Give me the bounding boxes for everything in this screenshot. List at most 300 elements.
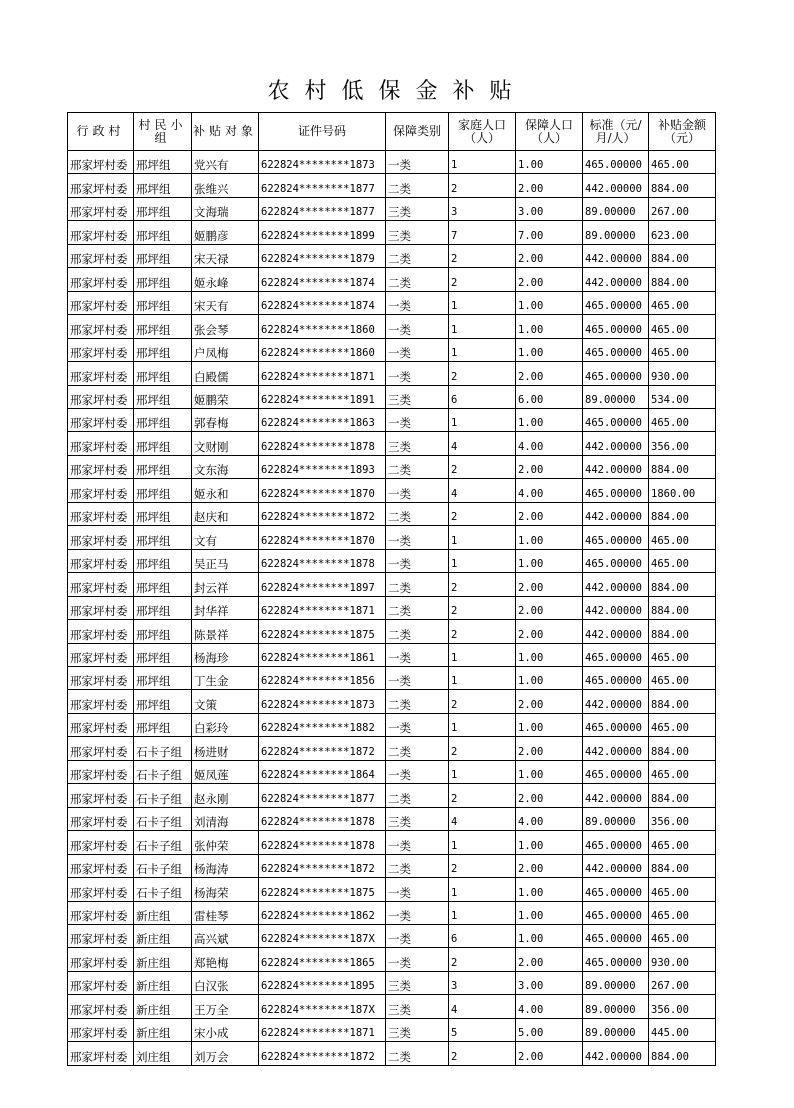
table-row bbox=[68, 854, 716, 877]
cell-recipient: 王万全 bbox=[192, 995, 259, 1018]
cell-amount: 884.00 bbox=[649, 690, 716, 713]
table-row bbox=[68, 901, 716, 924]
cell-standard: 465.00000 bbox=[583, 924, 649, 947]
cell-recipient: 赵永刚 bbox=[192, 784, 259, 807]
cell-category: 三类 bbox=[386, 971, 449, 994]
cell-covered-size: 7.00 bbox=[516, 221, 583, 244]
cell-id-number: 622824********1874 bbox=[259, 268, 386, 291]
cell-category: 一类 bbox=[386, 151, 449, 174]
cell-village: 邢家坪村委 bbox=[68, 268, 134, 291]
cell-amount: 465.00 bbox=[649, 760, 716, 783]
cell-village: 邢家坪村委 bbox=[68, 643, 134, 666]
cell-id-number: 622824********1870 bbox=[259, 526, 386, 549]
cell-family-size: 2 bbox=[449, 690, 516, 713]
table-row bbox=[68, 831, 716, 854]
cell-standard: 465.00000 bbox=[583, 760, 649, 783]
cell-village: 邢家坪村委 bbox=[68, 901, 134, 924]
cell-standard: 442.00000 bbox=[583, 573, 649, 596]
cell-id-number: 622824********1863 bbox=[259, 408, 386, 431]
cell-recipient: 陈景祥 bbox=[192, 620, 259, 643]
table-row bbox=[68, 408, 716, 431]
cell-covered-size: 6.00 bbox=[516, 385, 583, 408]
cell-covered-size: 2.00 bbox=[516, 268, 583, 291]
cell-id-number: 622824********1882 bbox=[259, 713, 386, 736]
cell-standard: 442.00000 bbox=[583, 455, 649, 478]
cell-category: 一类 bbox=[386, 526, 449, 549]
cell-category: 一类 bbox=[386, 643, 449, 666]
cell-family-size: 6 bbox=[449, 924, 516, 947]
cell-standard: 442.00000 bbox=[583, 174, 649, 197]
cell-recipient: 姬永和 bbox=[192, 479, 259, 502]
subsidy-table bbox=[67, 112, 716, 1066]
cell-amount: 465.00 bbox=[649, 151, 716, 174]
cell-standard: 89.00000 bbox=[583, 807, 649, 830]
cell-standard: 465.00000 bbox=[583, 362, 649, 385]
cell-amount: 465.00 bbox=[649, 713, 716, 736]
cell-village: 邢家坪村委 bbox=[68, 924, 134, 947]
cell-group: 邢坪组 bbox=[134, 315, 192, 338]
cell-recipient: 姬鹏荣 bbox=[192, 385, 259, 408]
cell-category: 二类 bbox=[386, 244, 449, 267]
cell-amount: 267.00 bbox=[649, 971, 716, 994]
cell-id-number: 622824********1875 bbox=[259, 878, 386, 901]
cell-village: 邢家坪村委 bbox=[68, 197, 134, 220]
cell-group: 邢坪组 bbox=[134, 408, 192, 431]
cell-group: 邢坪组 bbox=[134, 455, 192, 478]
cell-standard: 89.00000 bbox=[583, 1018, 649, 1041]
cell-covered-size: 1.00 bbox=[516, 408, 583, 431]
cell-covered-size: 2.00 bbox=[516, 1042, 583, 1065]
cell-covered-size: 3.00 bbox=[516, 197, 583, 220]
table-row bbox=[68, 784, 716, 807]
cell-category: 一类 bbox=[386, 878, 449, 901]
cell-standard: 442.00000 bbox=[583, 690, 649, 713]
cell-standard: 465.00000 bbox=[583, 315, 649, 338]
cell-covered-size: 1.00 bbox=[516, 643, 583, 666]
cell-recipient: 党兴有 bbox=[192, 151, 259, 174]
cell-covered-size: 1.00 bbox=[516, 666, 583, 689]
cell-standard: 442.00000 bbox=[583, 596, 649, 619]
table-row bbox=[68, 479, 716, 502]
cell-family-size: 1 bbox=[449, 291, 516, 314]
cell-category: 二类 bbox=[386, 596, 449, 619]
header-row bbox=[68, 113, 716, 151]
cell-covered-size: 2.00 bbox=[516, 502, 583, 525]
cell-category: 三类 bbox=[386, 221, 449, 244]
cell-family-size: 2 bbox=[449, 784, 516, 807]
cell-amount: 356.00 bbox=[649, 995, 716, 1018]
cell-covered-size: 1.00 bbox=[516, 831, 583, 854]
cell-amount: 465.00 bbox=[649, 408, 716, 431]
cell-recipient: 张会琴 bbox=[192, 315, 259, 338]
table-row bbox=[68, 197, 716, 220]
cell-amount: 930.00 bbox=[649, 948, 716, 971]
cell-village: 邢家坪村委 bbox=[68, 549, 134, 572]
cell-recipient: 文财刚 bbox=[192, 432, 259, 455]
cell-category: 二类 bbox=[386, 1042, 449, 1065]
cell-amount: 623.00 bbox=[649, 221, 716, 244]
cell-recipient: 白汉张 bbox=[192, 971, 259, 994]
table-row bbox=[68, 174, 716, 197]
cell-recipient: 杨海荣 bbox=[192, 878, 259, 901]
cell-group: 邢坪组 bbox=[134, 573, 192, 596]
cell-standard: 465.00000 bbox=[583, 878, 649, 901]
cell-amount: 465.00 bbox=[649, 291, 716, 314]
cell-amount: 884.00 bbox=[649, 455, 716, 478]
cell-family-size: 3 bbox=[449, 971, 516, 994]
cell-category: 一类 bbox=[386, 315, 449, 338]
cell-id-number: 622824********1856 bbox=[259, 666, 386, 689]
cell-family-size: 2 bbox=[449, 362, 516, 385]
cell-recipient: 宋天有 bbox=[192, 291, 259, 314]
cell-group: 新庄组 bbox=[134, 971, 192, 994]
cell-covered-size: 4.00 bbox=[516, 995, 583, 1018]
cell-family-size: 2 bbox=[449, 1042, 516, 1065]
cell-category: 二类 bbox=[386, 502, 449, 525]
cell-family-size: 5 bbox=[449, 1018, 516, 1041]
table-row bbox=[68, 596, 716, 619]
cell-family-size: 2 bbox=[449, 948, 516, 971]
cell-family-size: 2 bbox=[449, 455, 516, 478]
cell-recipient: 文东海 bbox=[192, 455, 259, 478]
cell-recipient: 杨海珍 bbox=[192, 643, 259, 666]
cell-group: 邢坪组 bbox=[134, 268, 192, 291]
cell-village: 邢家坪村委 bbox=[68, 831, 134, 854]
cell-covered-size: 4.00 bbox=[516, 432, 583, 455]
cell-id-number: 622824********1895 bbox=[259, 971, 386, 994]
cell-standard: 465.00000 bbox=[583, 948, 649, 971]
cell-amount: 465.00 bbox=[649, 924, 716, 947]
cell-id-number: 622824********1877 bbox=[259, 197, 386, 220]
cell-category: 一类 bbox=[386, 831, 449, 854]
cell-village: 邢家坪村委 bbox=[68, 502, 134, 525]
cell-standard: 89.00000 bbox=[583, 221, 649, 244]
cell-amount: 884.00 bbox=[649, 620, 716, 643]
cell-amount: 356.00 bbox=[649, 432, 716, 455]
table-row bbox=[68, 268, 716, 291]
cell-id-number: 622824********1860 bbox=[259, 315, 386, 338]
cell-standard: 89.00000 bbox=[583, 197, 649, 220]
cell-covered-size: 5.00 bbox=[516, 1018, 583, 1041]
cell-covered-size: 2.00 bbox=[516, 455, 583, 478]
cell-category: 一类 bbox=[386, 666, 449, 689]
cell-standard: 465.00000 bbox=[583, 901, 649, 924]
cell-amount: 884.00 bbox=[649, 854, 716, 877]
table-row bbox=[68, 760, 716, 783]
table-row bbox=[68, 244, 716, 267]
cell-village: 邢家坪村委 bbox=[68, 455, 134, 478]
cell-family-size: 1 bbox=[449, 549, 516, 572]
cell-id-number: 622824********187X bbox=[259, 924, 386, 947]
header-group: 村民小组 bbox=[134, 113, 192, 151]
table-row bbox=[68, 291, 716, 314]
cell-standard: 465.00000 bbox=[583, 291, 649, 314]
cell-standard: 465.00000 bbox=[583, 479, 649, 502]
cell-id-number: 622824********1871 bbox=[259, 362, 386, 385]
cell-standard: 465.00000 bbox=[583, 408, 649, 431]
table-row bbox=[68, 713, 716, 736]
cell-recipient: 郑艳梅 bbox=[192, 948, 259, 971]
cell-category: 三类 bbox=[386, 385, 449, 408]
cell-village: 邢家坪村委 bbox=[68, 385, 134, 408]
cell-covered-size: 2.00 bbox=[516, 784, 583, 807]
cell-id-number: 622824********1879 bbox=[259, 244, 386, 267]
cell-amount: 465.00 bbox=[649, 526, 716, 549]
cell-recipient: 张维兴 bbox=[192, 174, 259, 197]
cell-id-number: 622824********1865 bbox=[259, 948, 386, 971]
header-id-number: 证件号码 bbox=[259, 113, 386, 151]
cell-group: 邢坪组 bbox=[134, 526, 192, 549]
cell-family-size: 6 bbox=[449, 385, 516, 408]
cell-recipient: 杨进财 bbox=[192, 737, 259, 760]
cell-category: 一类 bbox=[386, 408, 449, 431]
cell-family-size: 4 bbox=[449, 995, 516, 1018]
cell-group: 石卡子组 bbox=[134, 854, 192, 877]
cell-id-number: 622824********1875 bbox=[259, 620, 386, 643]
cell-category: 三类 bbox=[386, 197, 449, 220]
cell-group: 邢坪组 bbox=[134, 362, 192, 385]
cell-village: 邢家坪村委 bbox=[68, 338, 134, 361]
cell-id-number: 622824********187X bbox=[259, 995, 386, 1018]
table-row bbox=[68, 924, 716, 947]
cell-recipient: 丁生金 bbox=[192, 666, 259, 689]
cell-category: 二类 bbox=[386, 620, 449, 643]
header-category: 保障类别 bbox=[386, 113, 449, 151]
cell-village: 邢家坪村委 bbox=[68, 526, 134, 549]
cell-id-number: 622824********1871 bbox=[259, 596, 386, 619]
cell-amount: 465.00 bbox=[649, 666, 716, 689]
cell-category: 一类 bbox=[386, 362, 449, 385]
cell-group: 邢坪组 bbox=[134, 432, 192, 455]
cell-village: 邢家坪村委 bbox=[68, 221, 134, 244]
cell-covered-size: 1.00 bbox=[516, 760, 583, 783]
cell-id-number: 622824********1873 bbox=[259, 151, 386, 174]
cell-family-size: 1 bbox=[449, 878, 516, 901]
cell-id-number: 622824********1899 bbox=[259, 221, 386, 244]
cell-standard: 465.00000 bbox=[583, 338, 649, 361]
cell-category: 三类 bbox=[386, 995, 449, 1018]
cell-village: 邢家坪村委 bbox=[68, 1042, 134, 1065]
cell-category: 一类 bbox=[386, 948, 449, 971]
table-row bbox=[68, 526, 716, 549]
cell-amount: 884.00 bbox=[649, 174, 716, 197]
cell-group: 邢坪组 bbox=[134, 549, 192, 572]
cell-covered-size: 2.00 bbox=[516, 737, 583, 760]
cell-standard: 465.00000 bbox=[583, 666, 649, 689]
cell-category: 一类 bbox=[386, 291, 449, 314]
cell-group: 邢坪组 bbox=[134, 690, 192, 713]
cell-village: 邢家坪村委 bbox=[68, 713, 134, 736]
cell-standard: 89.00000 bbox=[583, 995, 649, 1018]
cell-id-number: 622824********1891 bbox=[259, 385, 386, 408]
cell-recipient: 文海瑞 bbox=[192, 197, 259, 220]
cell-id-number: 622824********1861 bbox=[259, 643, 386, 666]
cell-recipient: 刘清海 bbox=[192, 807, 259, 830]
cell-covered-size: 1.00 bbox=[516, 878, 583, 901]
cell-covered-size: 2.00 bbox=[516, 174, 583, 197]
cell-amount: 465.00 bbox=[649, 549, 716, 572]
cell-covered-size: 2.00 bbox=[516, 690, 583, 713]
cell-standard: 89.00000 bbox=[583, 385, 649, 408]
cell-covered-size: 4.00 bbox=[516, 807, 583, 830]
cell-standard: 465.00000 bbox=[583, 831, 649, 854]
cell-covered-size: 2.00 bbox=[516, 948, 583, 971]
cell-covered-size: 2.00 bbox=[516, 854, 583, 877]
cell-recipient: 姬永峰 bbox=[192, 268, 259, 291]
table-row bbox=[68, 737, 716, 760]
table-row bbox=[68, 455, 716, 478]
cell-covered-size: 2.00 bbox=[516, 620, 583, 643]
cell-amount: 465.00 bbox=[649, 338, 716, 361]
cell-standard: 442.00000 bbox=[583, 854, 649, 877]
cell-amount: 465.00 bbox=[649, 878, 716, 901]
cell-id-number: 622824********1870 bbox=[259, 479, 386, 502]
cell-village: 邢家坪村委 bbox=[68, 784, 134, 807]
cell-covered-size: 1.00 bbox=[516, 315, 583, 338]
cell-recipient: 赵庆和 bbox=[192, 502, 259, 525]
table-row bbox=[68, 995, 716, 1018]
cell-standard: 89.00000 bbox=[583, 971, 649, 994]
cell-id-number: 622824********1872 bbox=[259, 1042, 386, 1065]
cell-category: 二类 bbox=[386, 737, 449, 760]
cell-family-size: 1 bbox=[449, 666, 516, 689]
cell-village: 邢家坪村委 bbox=[68, 244, 134, 267]
cell-family-size: 1 bbox=[449, 831, 516, 854]
cell-group: 邢坪组 bbox=[134, 713, 192, 736]
table-row bbox=[68, 620, 716, 643]
header-recipient: 补贴对象 bbox=[192, 113, 259, 151]
cell-recipient: 白殿儒 bbox=[192, 362, 259, 385]
cell-category: 二类 bbox=[386, 690, 449, 713]
cell-family-size: 2 bbox=[449, 174, 516, 197]
cell-id-number: 622824********1878 bbox=[259, 831, 386, 854]
cell-category: 一类 bbox=[386, 760, 449, 783]
table-row bbox=[68, 549, 716, 572]
cell-village: 邢家坪村委 bbox=[68, 315, 134, 338]
table-row bbox=[68, 221, 716, 244]
table-row bbox=[68, 878, 716, 901]
table-row bbox=[68, 432, 716, 455]
cell-village: 邢家坪村委 bbox=[68, 174, 134, 197]
cell-group: 邢坪组 bbox=[134, 385, 192, 408]
cell-village: 邢家坪村委 bbox=[68, 596, 134, 619]
cell-category: 二类 bbox=[386, 268, 449, 291]
cell-id-number: 622824********1872 bbox=[259, 854, 386, 877]
cell-covered-size: 1.00 bbox=[516, 549, 583, 572]
cell-amount: 884.00 bbox=[649, 244, 716, 267]
cell-group: 新庄组 bbox=[134, 995, 192, 1018]
cell-covered-size: 1.00 bbox=[516, 291, 583, 314]
cell-group: 邢坪组 bbox=[134, 502, 192, 525]
cell-category: 一类 bbox=[386, 713, 449, 736]
cell-amount: 930.00 bbox=[649, 362, 716, 385]
cell-category: 三类 bbox=[386, 807, 449, 830]
cell-family-size: 1 bbox=[449, 643, 516, 666]
cell-category: 一类 bbox=[386, 549, 449, 572]
cell-village: 邢家坪村委 bbox=[68, 948, 134, 971]
cell-amount: 465.00 bbox=[649, 315, 716, 338]
cell-amount: 1860.00 bbox=[649, 479, 716, 502]
cell-covered-size: 2.00 bbox=[516, 244, 583, 267]
cell-village: 邢家坪村委 bbox=[68, 690, 134, 713]
table-row bbox=[68, 338, 716, 361]
cell-category: 三类 bbox=[386, 1018, 449, 1041]
cell-recipient: 姬凤莲 bbox=[192, 760, 259, 783]
cell-village: 邢家坪村委 bbox=[68, 573, 134, 596]
cell-standard: 465.00000 bbox=[583, 643, 649, 666]
cell-group: 刘庄组 bbox=[134, 1042, 192, 1065]
cell-id-number: 622824********1877 bbox=[259, 174, 386, 197]
table-row bbox=[68, 666, 716, 689]
table-row bbox=[68, 362, 716, 385]
cell-village: 邢家坪村委 bbox=[68, 151, 134, 174]
cell-id-number: 622824********1878 bbox=[259, 807, 386, 830]
cell-group: 邢坪组 bbox=[134, 666, 192, 689]
cell-standard: 442.00000 bbox=[583, 1042, 649, 1065]
cell-amount: 267.00 bbox=[649, 197, 716, 220]
cell-standard: 442.00000 bbox=[583, 432, 649, 455]
cell-family-size: 2 bbox=[449, 596, 516, 619]
cell-family-size: 7 bbox=[449, 221, 516, 244]
cell-id-number: 622824********1862 bbox=[259, 901, 386, 924]
cell-amount: 884.00 bbox=[649, 737, 716, 760]
cell-standard: 442.00000 bbox=[583, 737, 649, 760]
cell-recipient: 宋天禄 bbox=[192, 244, 259, 267]
cell-standard: 465.00000 bbox=[583, 549, 649, 572]
cell-village: 邢家坪村委 bbox=[68, 432, 134, 455]
cell-standard: 442.00000 bbox=[583, 784, 649, 807]
cell-group: 石卡子组 bbox=[134, 878, 192, 901]
cell-id-number: 622824********1860 bbox=[259, 338, 386, 361]
cell-family-size: 2 bbox=[449, 268, 516, 291]
cell-recipient: 雷桂琴 bbox=[192, 901, 259, 924]
cell-recipient: 宋小成 bbox=[192, 1018, 259, 1041]
cell-group: 邢坪组 bbox=[134, 338, 192, 361]
cell-recipient: 刘万会 bbox=[192, 1042, 259, 1065]
cell-recipient: 文策 bbox=[192, 690, 259, 713]
cell-group: 邢坪组 bbox=[134, 221, 192, 244]
cell-village: 邢家坪村委 bbox=[68, 807, 134, 830]
cell-recipient: 杨海涛 bbox=[192, 854, 259, 877]
cell-group: 石卡子组 bbox=[134, 760, 192, 783]
cell-category: 二类 bbox=[386, 174, 449, 197]
cell-amount: 534.00 bbox=[649, 385, 716, 408]
cell-recipient: 封云祥 bbox=[192, 573, 259, 596]
header-village: 行政村 bbox=[68, 113, 134, 151]
cell-group: 邢坪组 bbox=[134, 151, 192, 174]
cell-family-size: 2 bbox=[449, 854, 516, 877]
table-row bbox=[68, 643, 716, 666]
header-covered-size: 保障人口（人） bbox=[516, 113, 583, 151]
cell-group: 新庄组 bbox=[134, 901, 192, 924]
cell-group: 邢坪组 bbox=[134, 479, 192, 502]
table-row bbox=[68, 971, 716, 994]
cell-id-number: 622824********1872 bbox=[259, 737, 386, 760]
cell-family-size: 2 bbox=[449, 620, 516, 643]
cell-family-size: 2 bbox=[449, 502, 516, 525]
cell-category: 二类 bbox=[386, 854, 449, 877]
cell-category: 二类 bbox=[386, 455, 449, 478]
cell-recipient: 郭春梅 bbox=[192, 408, 259, 431]
cell-family-size: 2 bbox=[449, 244, 516, 267]
cell-recipient: 白彩玲 bbox=[192, 713, 259, 736]
cell-covered-size: 1.00 bbox=[516, 526, 583, 549]
cell-amount: 884.00 bbox=[649, 596, 716, 619]
table-row bbox=[68, 690, 716, 713]
cell-category: 二类 bbox=[386, 573, 449, 596]
cell-village: 邢家坪村委 bbox=[68, 362, 134, 385]
cell-category: 二类 bbox=[386, 784, 449, 807]
